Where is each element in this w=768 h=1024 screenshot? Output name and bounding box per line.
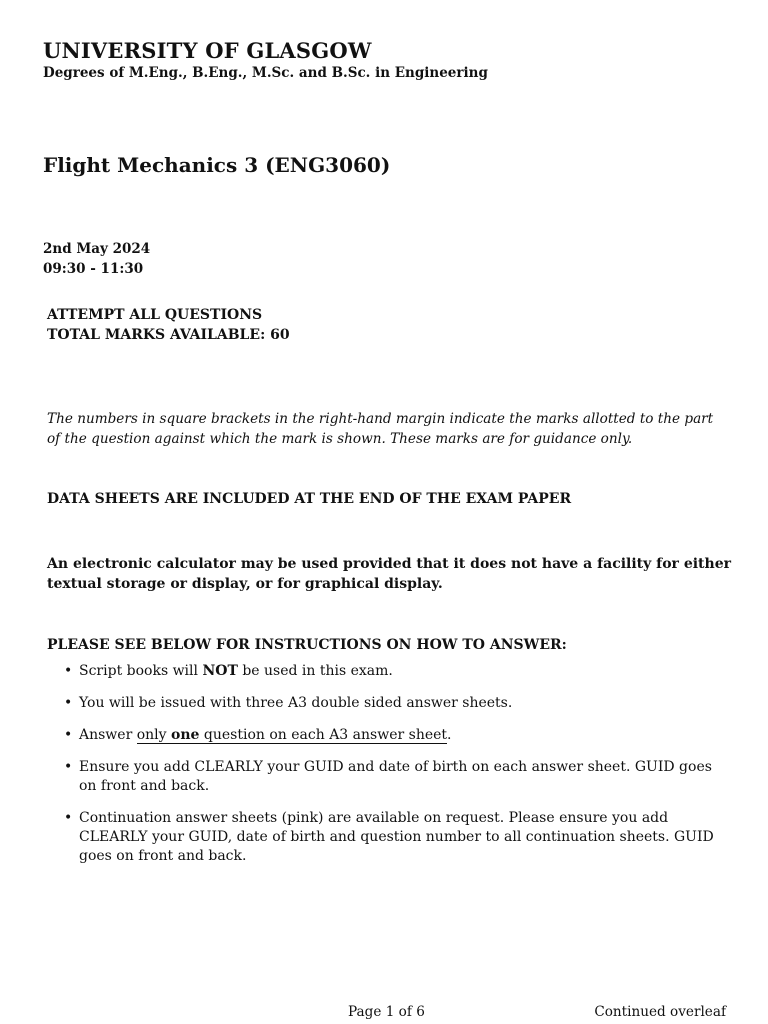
item-emphasis: NOT — [202, 663, 238, 679]
page-number: Page 1 of 6 — [348, 1004, 425, 1020]
item-emphasis: one — [171, 727, 200, 743]
list-item — [64, 809, 728, 866]
exam-date: 2nd May 2024 — [43, 241, 151, 257]
item-text: Answer — [79, 727, 137, 743]
attempt-instruction: ATTEMPT ALL QUESTIONS — [47, 307, 263, 323]
underlined-phrase: only one question on each A3 answer sheet — [136, 727, 448, 743]
calculator-notice: An electronic calculator may be used provided that it does not have a facility for either textual storage or display, or for graphical display. — [47, 556, 731, 592]
item-text: Continuation answer sheets (pink) are available on request. Please ensure you add CLEARLY your GUID, date of birth and question number to all continuation sheets. GUID goes on front and back. — [79, 810, 714, 864]
continued-overleaf: Continued overleaf — [594, 1004, 726, 1020]
instructions-list — [64, 662, 728, 866]
exam-time: 09:30 - 11:30 — [43, 261, 144, 277]
bullet-icon: • — [64, 663, 73, 679]
data-sheets-notice: DATA SHEETS ARE INCLUDED AT THE END OF THE EXAM PAPER — [47, 491, 572, 507]
list-item — [64, 694, 728, 713]
list-item — [64, 758, 728, 796]
total-marks: TOTAL MARKS AVAILABLE: 60 — [47, 327, 290, 343]
degrees-line: Degrees of M.Eng., B.Eng., M.Sc. and B.Sc. in Engineering — [43, 65, 488, 81]
list-item — [64, 662, 728, 681]
instructions-heading: PLEASE SEE BELOW FOR INSTRUCTIONS ON HOW TO ANSWER: — [47, 637, 567, 653]
bullet-icon: • — [64, 759, 73, 775]
bullet-icon: • — [64, 810, 73, 826]
item-text: You will be issued with three A3 double sided answer sheets. — [79, 695, 513, 711]
bullet-icon: • — [64, 727, 73, 743]
university-name: UNIVERSITY OF GLASGOW — [43, 38, 372, 63]
marks-note: The numbers in square brackets in the right-hand margin indicate the marks allotted to the part of the question against which the mark is shown. These marks are for guidance only. — [47, 411, 714, 447]
course-title: Flight Mechanics 3 (ENG3060) — [43, 153, 391, 177]
bullet-icon: • — [64, 695, 73, 711]
list-item — [64, 726, 728, 745]
item-text: Ensure you add CLEARLY your GUID and date of birth on each answer sheet. GUID goes on front and back. — [79, 759, 712, 794]
item-text: be used in this exam. — [237, 663, 393, 679]
item-text: . — [447, 727, 452, 743]
item-text: Script books will — [79, 663, 203, 679]
